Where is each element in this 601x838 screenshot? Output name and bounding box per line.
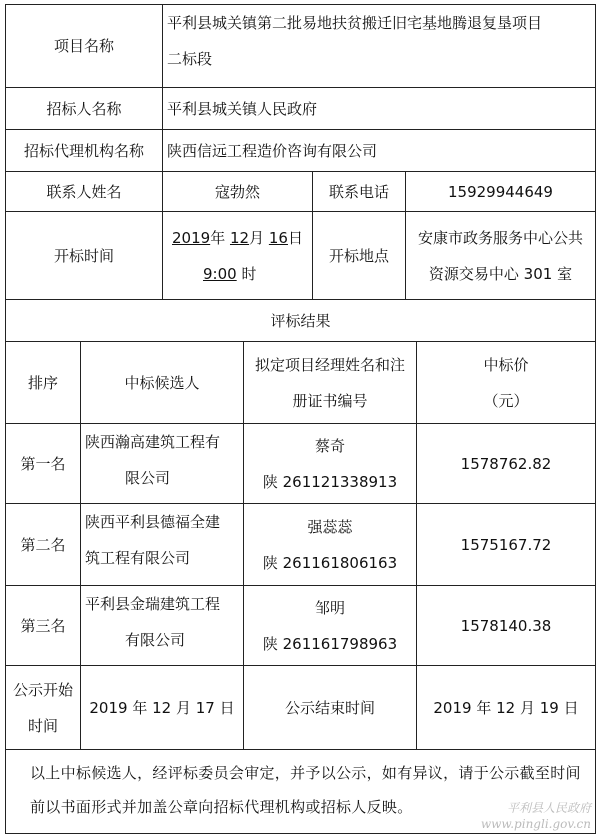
publicity-notice: 以上中标候选人，经评标委员会审定，并予以公示，如有异议，请于公示截至时间前以书面形式并加盖公章向招标代理机构或招标人反映。 bbox=[30, 764, 581, 816]
table-row-price: 1578762.82 bbox=[460, 454, 552, 473]
project-name-label: 项目名称 bbox=[53, 37, 114, 55]
publicity-start-value: 2019 年 12 月 17 日 bbox=[89, 698, 235, 717]
project-name-line2: 二标段 bbox=[167, 50, 213, 68]
open-date: 2019年 12月 16日 bbox=[172, 228, 303, 247]
header-manager: 拟定项目经理姓名和注 册证书编号 bbox=[254, 355, 405, 410]
publicity-end-label: 公示结束时间 bbox=[284, 698, 375, 717]
publicity-start-label: 公示开始 时间 bbox=[12, 680, 73, 735]
agency-value: 陕西信远工程造价咨询有限公司 bbox=[167, 141, 378, 160]
contact-label: 联系人姓名 bbox=[46, 182, 122, 201]
site-watermark: 平利县人民政府 www.pingli.gov.cn bbox=[480, 801, 591, 831]
contact-value: 寇勃然 bbox=[214, 182, 260, 201]
tenderer-value: 平利县城关镇人民政府 bbox=[167, 99, 318, 118]
table-row-rank: 第一名 bbox=[20, 454, 66, 473]
open-place-line2: 资源交易中心 301 室 bbox=[428, 264, 573, 283]
table-row-rank: 第三名 bbox=[20, 616, 66, 635]
header-price: 中标价 （元） bbox=[483, 355, 529, 410]
open-place-label: 开标地点 bbox=[328, 246, 389, 265]
table-row-manager: 邹明 陕 261161798963 bbox=[262, 598, 398, 653]
table-row-price: 1575167.72 bbox=[460, 535, 552, 554]
open-place-line1: 安康市政务服务中心公共 bbox=[417, 228, 583, 247]
phone-value: 15929944649 bbox=[448, 182, 553, 201]
table-row-candidate: 陕西瀚高建筑工程有 限公司 bbox=[85, 433, 221, 487]
table-row-rank: 第二名 bbox=[20, 535, 66, 554]
project-name-value bbox=[163, 5, 595, 87]
header-rank: 排序 bbox=[27, 373, 58, 392]
phone-label: 联系电话 bbox=[328, 182, 389, 201]
tenderer-label: 招标人名称 bbox=[46, 99, 122, 118]
table-row-candidate: 陕西平利县德福全建 筑工程有限公司 bbox=[85, 513, 221, 567]
header-candidate: 中标候选人 bbox=[124, 373, 200, 392]
project-name-line1: 平利县城关镇第二批易地扶贫搬迁旧宅基地腾退复垦项目 bbox=[167, 14, 543, 32]
results-title: 评标结果 bbox=[270, 311, 331, 330]
open-time-label: 开标时间 bbox=[53, 246, 114, 265]
publicity-end-value: 2019 年 12 月 19 日 bbox=[433, 698, 579, 717]
open-place-value bbox=[406, 212, 595, 299]
open-time-value bbox=[163, 212, 312, 299]
agency-label: 招标代理机构名称 bbox=[23, 141, 144, 160]
bid-result-table bbox=[5, 4, 596, 834]
table-row-price: 1578140.38 bbox=[460, 616, 552, 635]
table-row-manager: 蔡奇 陕 261121338913 bbox=[262, 436, 398, 491]
table-row-manager: 强蕊蕊 陕 261161806163 bbox=[262, 517, 398, 572]
open-hour: 9:00 时 bbox=[203, 264, 257, 283]
table-row-candidate: 平利县金瑞建筑工程 有限公司 bbox=[85, 595, 221, 649]
